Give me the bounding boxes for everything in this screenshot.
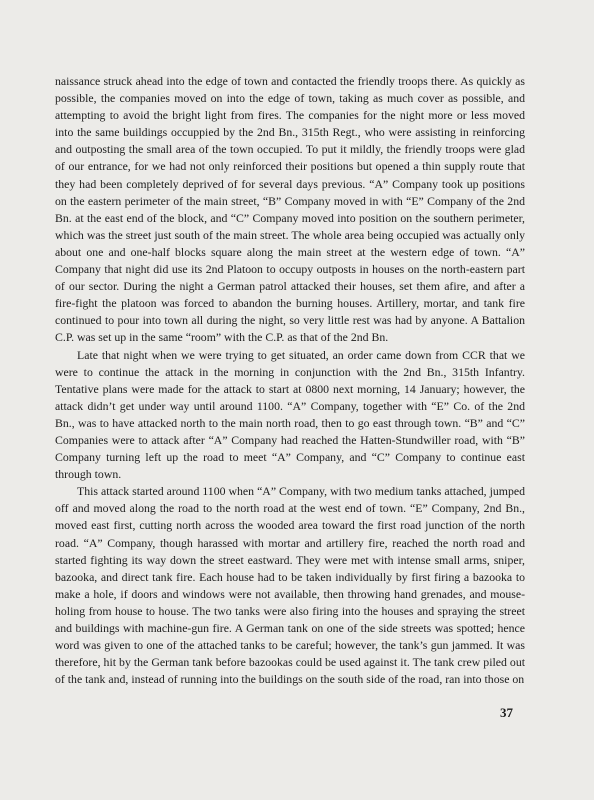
paragraph-3: This attack started around 1100 when “A” Company, with two medium tanks attached, jumped off and moved along the road to the north road at the west end of town. “E” Company, 2nd Bn., moved east first, cutting north across the wooded area toward the first road junction of the north road. “A” Company, though harassed with mortar and artillery fire, reached the north road and started fighting its way down the street eastward. They were met with intense small arms, sniper, bazooka, and direct tank fire. Each house had to be taken individually by first firing a bazooka to make a hole, if doors and windows were not available, then throwing hand grenades, and mouse-holing from house to house. The two tanks were also firing into the houses and spraying the street and buildings with machine-gun fire. A German tank on one of the side streets was spotted; hence word was given to one of the attached tanks to be careful; however, the tank’s gun jammed. It was therefore, hit by the German tank before bazookas could be used against it. The tank crew piled out of the tank and, instead of running into the buildings on the south side of the road, ran into those on xyxy=(55,484,525,687)
page-number: 37 xyxy=(500,705,513,720)
body-text xyxy=(55,73,525,688)
paragraph-2: Late that night when we were trying to get situated, an order came down from CCR that we were to continue the attack in the morning in conjunction with the 2nd Bn., 315th Infantry. Tentative plans were made for the attack to start at 0800 next morning, 14 January; however, the attack didn’t get under way until around 1100. “A” Company, together with “E” Co. of the 2nd Bn., was to have attacked north to the main north road, then to go east through town. “B” and “C” Companies were to attack after “A” Company had reached the Hatten-Stundwiller road, with “B” Company turning left up the road to meet “A” Company, and “C” Company to continue east through town. xyxy=(55,347,525,482)
paragraph-1: naissance struck ahead into the edge of town and contacted the friendly troops there. As quickly as possible, the companies moved on into the edge of town, taking as much cover as possible, and attempting to avoid the bright light from fires. The companies for the night more or less moved into the same buildings occuppied by the 2nd Bn., 315th Regt., who were assisting in reinforcing and outposting the small area of the town occupied. To put it mildly, the friendly troops were glad of our entrance, for we had not only reinforced their positions but opened a thin supply route that they had been completely deprived of for several days previous. “A” Company took up positions on the eastern perimeter of the main street, “B” Company moved in with “E” Company of the 2nd Bn. at the east end of the block, and “C” Company moved into position on the southern perimeter, which was the street just south of the main street. The whole area being occupied was actually only about one and one-half blocks square along the main street at the western edge of town. “A” Company that night did use its 2nd Platoon to occupy outposts in houses on the north-eastern part of our sector. During the night a German patrol attacked their houses, set them afire, and after a fire-fight the platoon was forced to abandon the burning houses. Artillery, mortar, and tank fire continued to pour into town all during the night, so very little rest was had by anyone. A Battalion C.P. was set up in the same “room” with the C.P. as that of the 2nd Bn. xyxy=(55,74,525,345)
